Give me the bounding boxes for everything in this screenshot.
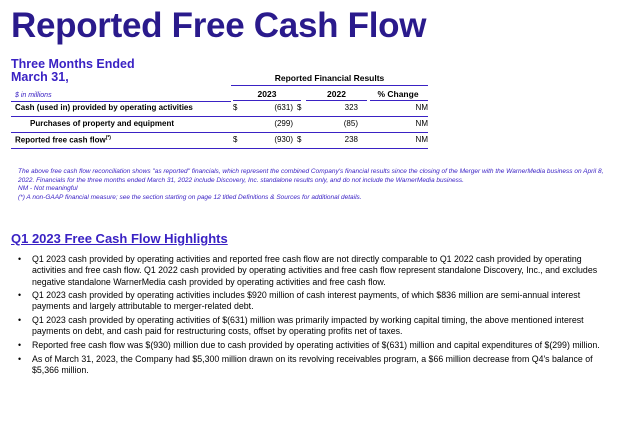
column-header-change: % Change bbox=[377, 89, 419, 99]
value-change: NM bbox=[415, 135, 428, 144]
bullet-icon: • bbox=[18, 353, 22, 364]
value-change: NM bbox=[415, 103, 428, 112]
currency-symbol: $ bbox=[233, 135, 238, 144]
currency-symbol: $ bbox=[233, 103, 238, 112]
column-header-2022: 2022 bbox=[327, 89, 346, 99]
table-row bbox=[0, 101, 640, 117]
value-2022: 238 bbox=[344, 135, 358, 144]
bullet-icon: • bbox=[18, 339, 22, 350]
highlights-title: Q1 2023 Free Cash Flow Highlights bbox=[11, 231, 228, 246]
list-item bbox=[18, 290, 608, 313]
list-item bbox=[18, 315, 608, 338]
page-title: Reported Free Cash Flow bbox=[11, 6, 427, 45]
value-2023: (930) bbox=[274, 135, 293, 144]
currency-symbol: $ bbox=[297, 135, 302, 144]
footnote-reconciliation: The above free cash flow reconciliation shows "as reported" financials, which represent the combined Company's financial results since the closing of the Merger with the WarnerMedia business on April 8, 2022. Financials for the three months ended March 31, 2022 include Discovery, Inc. standalone results only, and do not include the WarnerMedia business. bbox=[18, 168, 604, 184]
bullet-icon: • bbox=[18, 315, 22, 326]
footnotes bbox=[18, 168, 613, 202]
row-label: Cash (used in) provided by operating activities bbox=[15, 103, 193, 112]
currency-symbol: $ bbox=[297, 103, 302, 112]
footnote-nm: NM - Not meaningful bbox=[18, 185, 78, 193]
row-label: Purchases of property and equipment bbox=[30, 119, 175, 128]
table-group-divider bbox=[231, 85, 428, 86]
highlights-list bbox=[18, 254, 608, 378]
row-label-text: Reported free cash flow bbox=[15, 135, 106, 145]
period-subtitle-line2: March 31, bbox=[11, 70, 69, 84]
table-row bbox=[0, 117, 640, 133]
table-row bbox=[0, 133, 640, 149]
non-gaap-marker: (*) bbox=[105, 135, 111, 141]
value-2022: (85) bbox=[343, 119, 358, 128]
row-label bbox=[15, 135, 111, 145]
list-item bbox=[18, 254, 608, 288]
value-2022: 323 bbox=[344, 103, 358, 112]
list-item-text: Q1 2023 cash provided by operating activities includes $920 million of cash interest payments, of which $836 million are semi-annual interest payments and largely attributable to merger-related debt. bbox=[32, 290, 581, 312]
list-item-text: As of March 31, 2023, the Company had $5,300 million drawn on its revolving receivables program, a $66 million decrease from Q4's balance of $5,366 million. bbox=[32, 353, 593, 375]
list-item-text: Q1 2023 cash provided by operating activities and reported free cash flow are not directly comparable to Q1 2022 cash provided by operating activities and free cash flow. Q1 2022 cash provided by operating activities and free cash flow represent standalone Discovery, Inc., and excludes negative standalone WarnerMedia cash provided by operating activities and free cash flow. bbox=[32, 254, 598, 287]
value-change: NM bbox=[415, 119, 428, 128]
table-group-header: Reported Financial Results bbox=[274, 73, 385, 83]
value-2023: (631) bbox=[274, 103, 293, 112]
period-subtitle bbox=[11, 58, 135, 84]
row-divider bbox=[11, 148, 428, 149]
list-item-text: Q1 2023 cash provided by operating activities of $(631) million was primarily impacted by working capital timing, the above mentioned interest payments on debt, and cash paid for restructuring costs, offset by operating profits net of taxes. bbox=[32, 315, 584, 337]
column-header-2023: 2023 bbox=[257, 89, 277, 99]
list-item bbox=[18, 340, 608, 351]
footnote-non-gaap: (*) A non-GAAP financial measure; see the section starting on page 12 titled Definitions & Sources for additional details. bbox=[18, 193, 362, 201]
list-item-text: Reported free cash flow was $(930) million due to cash provided by operating activities of $(631) million and capital expenditures of $(299) million. bbox=[32, 339, 600, 350]
bullet-icon: • bbox=[18, 254, 22, 264]
list-item bbox=[18, 354, 608, 377]
units-note: $ in millions bbox=[15, 92, 52, 99]
bullet-icon: • bbox=[18, 290, 22, 301]
period-subtitle-line1: Three Months Ended bbox=[11, 57, 135, 71]
value-2023: (299) bbox=[274, 119, 293, 128]
